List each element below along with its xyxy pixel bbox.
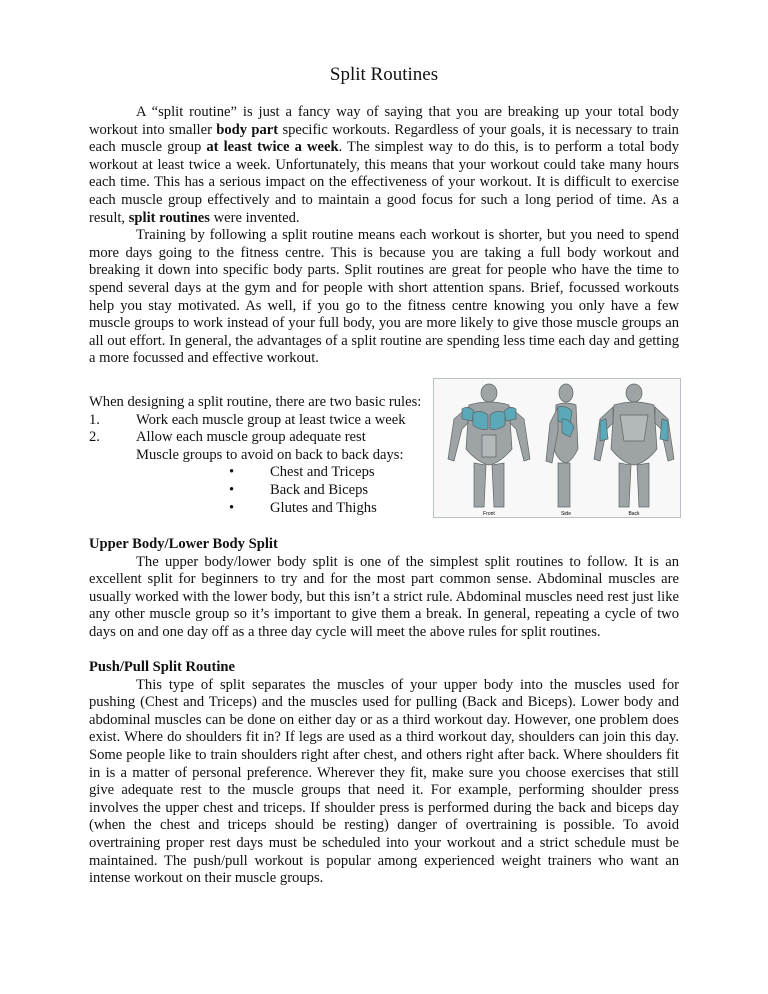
avoid-label-line [89, 447, 439, 465]
intro-text-a: A “split routine” is just a fancy way of saying that you are breaking up your total body workout into smaller [89, 104, 679, 138]
side-body-figure [546, 384, 578, 507]
rule-text: Work each muscle group at least twice a week [136, 411, 406, 428]
bold-split-routines: split routines [128, 209, 210, 226]
rules-intro: When designing a split routine, there are two basic rules: [89, 394, 422, 410]
rule-number: 1. [89, 411, 100, 428]
caption-back: Back [628, 511, 640, 517]
front-body-figure [448, 384, 530, 507]
bullet-item [89, 500, 439, 518]
muscle-anatomy-figure [433, 378, 681, 518]
intro-text-c: . The simplest way to do this, is to perform a total body workout at least twice a week. Unfortunately, this means that your workout could take many hours each time. This has a serious impact on the effectiveness of your workout. It is difficult to exercise each muscle group effectively and to maintain a good focus for such a long period of time. As a result, [89, 139, 679, 226]
intro-text-d: were invented. [209, 209, 300, 226]
bullet-text: Chest and Triceps [270, 464, 375, 481]
bullet-icon: • [229, 499, 235, 516]
section-paragraph: This type of split separates the muscles of your upper body into the muscles used for pushing (Chest and Triceps) and the muscles used for pulling (Back and Biceps). Lower body and abdominal muscles can be done on either day or as a third workout day. However, one problem does exist. Where do shoulders fit in? If legs are used as a third workout day, shoulders can join this day. Some people like to train shoulders right after chest, and others right after back. Where shoulders fit in is a matter of personal preference. Wherever they fit, make sure you choose exercises that still give adequate rest to the muscle groups that need it. For example, performing shoulder press involves the upper chest and triceps. If shoulder press is performed during the back and biceps day (when the chest and triceps should be resting) danger of overtraining is possible. To avoid overtraining proper rest days must be scheduled into your workout and a strict schedule must be maintained. The push/pull workout is popular among experienced weight trainers who want an intense workout on their muscle groups. [89, 676, 679, 887]
intro-paragraph-2: Training by following a split routine means each workout is shorter, but you need to spend more days going to the fitness centre. This is because you are taking a full body workout and breaking it down into specific body parts. Split routines are great for people who have the time to spend several days at the gym and for people with short attention spans. Brief, focussed workouts help you stay motivated. As well, if you go to the fitness centre knowing you only have a few muscle groups to work instead of your full body, you are more likely to give those muscle groups an all out effort. In general, the advantages of a split routine are spending less time each day and getting a more focussed and effective workout. [89, 227, 679, 367]
back-body-figure [594, 384, 674, 507]
caption-side: Side [560, 511, 572, 517]
intro-paragraph-1 [89, 104, 679, 227]
section-paragraph: The upper body/lower body split is one of the simplest split routines to follow. It is an excellent split for beginners to try and for the most part common sense. Abdominal muscles are usually worked with the lower body, but this isn’t a strict rule. Abdominal muscles need rest just like any other muscle group so it’s important to give them a break. In general, repeating a cycle of two days on and one day off as a three day cycle will meet the above rules for split routines. [89, 553, 679, 640]
bold-twice-a-week: at least twice a week [206, 139, 339, 156]
bold-body-part: body part [216, 121, 279, 138]
push-pull-section [89, 659, 679, 888]
avoid-label: Muscle groups to avoid on back to back days: [136, 446, 404, 463]
bullet-item [89, 482, 439, 500]
rule-text: Allow each muscle group adequate rest [136, 429, 366, 446]
bullet-text: Glutes and Thighs [270, 499, 377, 516]
bullet-item [89, 464, 439, 482]
upper-lower-section [89, 536, 679, 642]
intro-section [89, 104, 679, 368]
rules-section [89, 394, 439, 517]
section-heading: Push/Pull Split Routine [89, 659, 235, 675]
muscle-anatomy-icon [434, 379, 680, 517]
rule-item [89, 429, 439, 447]
bullet-text: Back and Biceps [270, 481, 369, 498]
intro-text-b: specific workouts. Regardless of your goals, it is necessary to train each muscle group [89, 121, 679, 156]
section-heading: Upper Body/Lower Body Split [89, 536, 278, 552]
bullet-icon: • [229, 464, 235, 481]
bullet-icon: • [229, 481, 235, 498]
page-title: Split Routines [329, 64, 439, 85]
rule-number: 2. [89, 429, 100, 446]
rule-item [89, 412, 439, 430]
caption-front: Front [483, 511, 495, 517]
